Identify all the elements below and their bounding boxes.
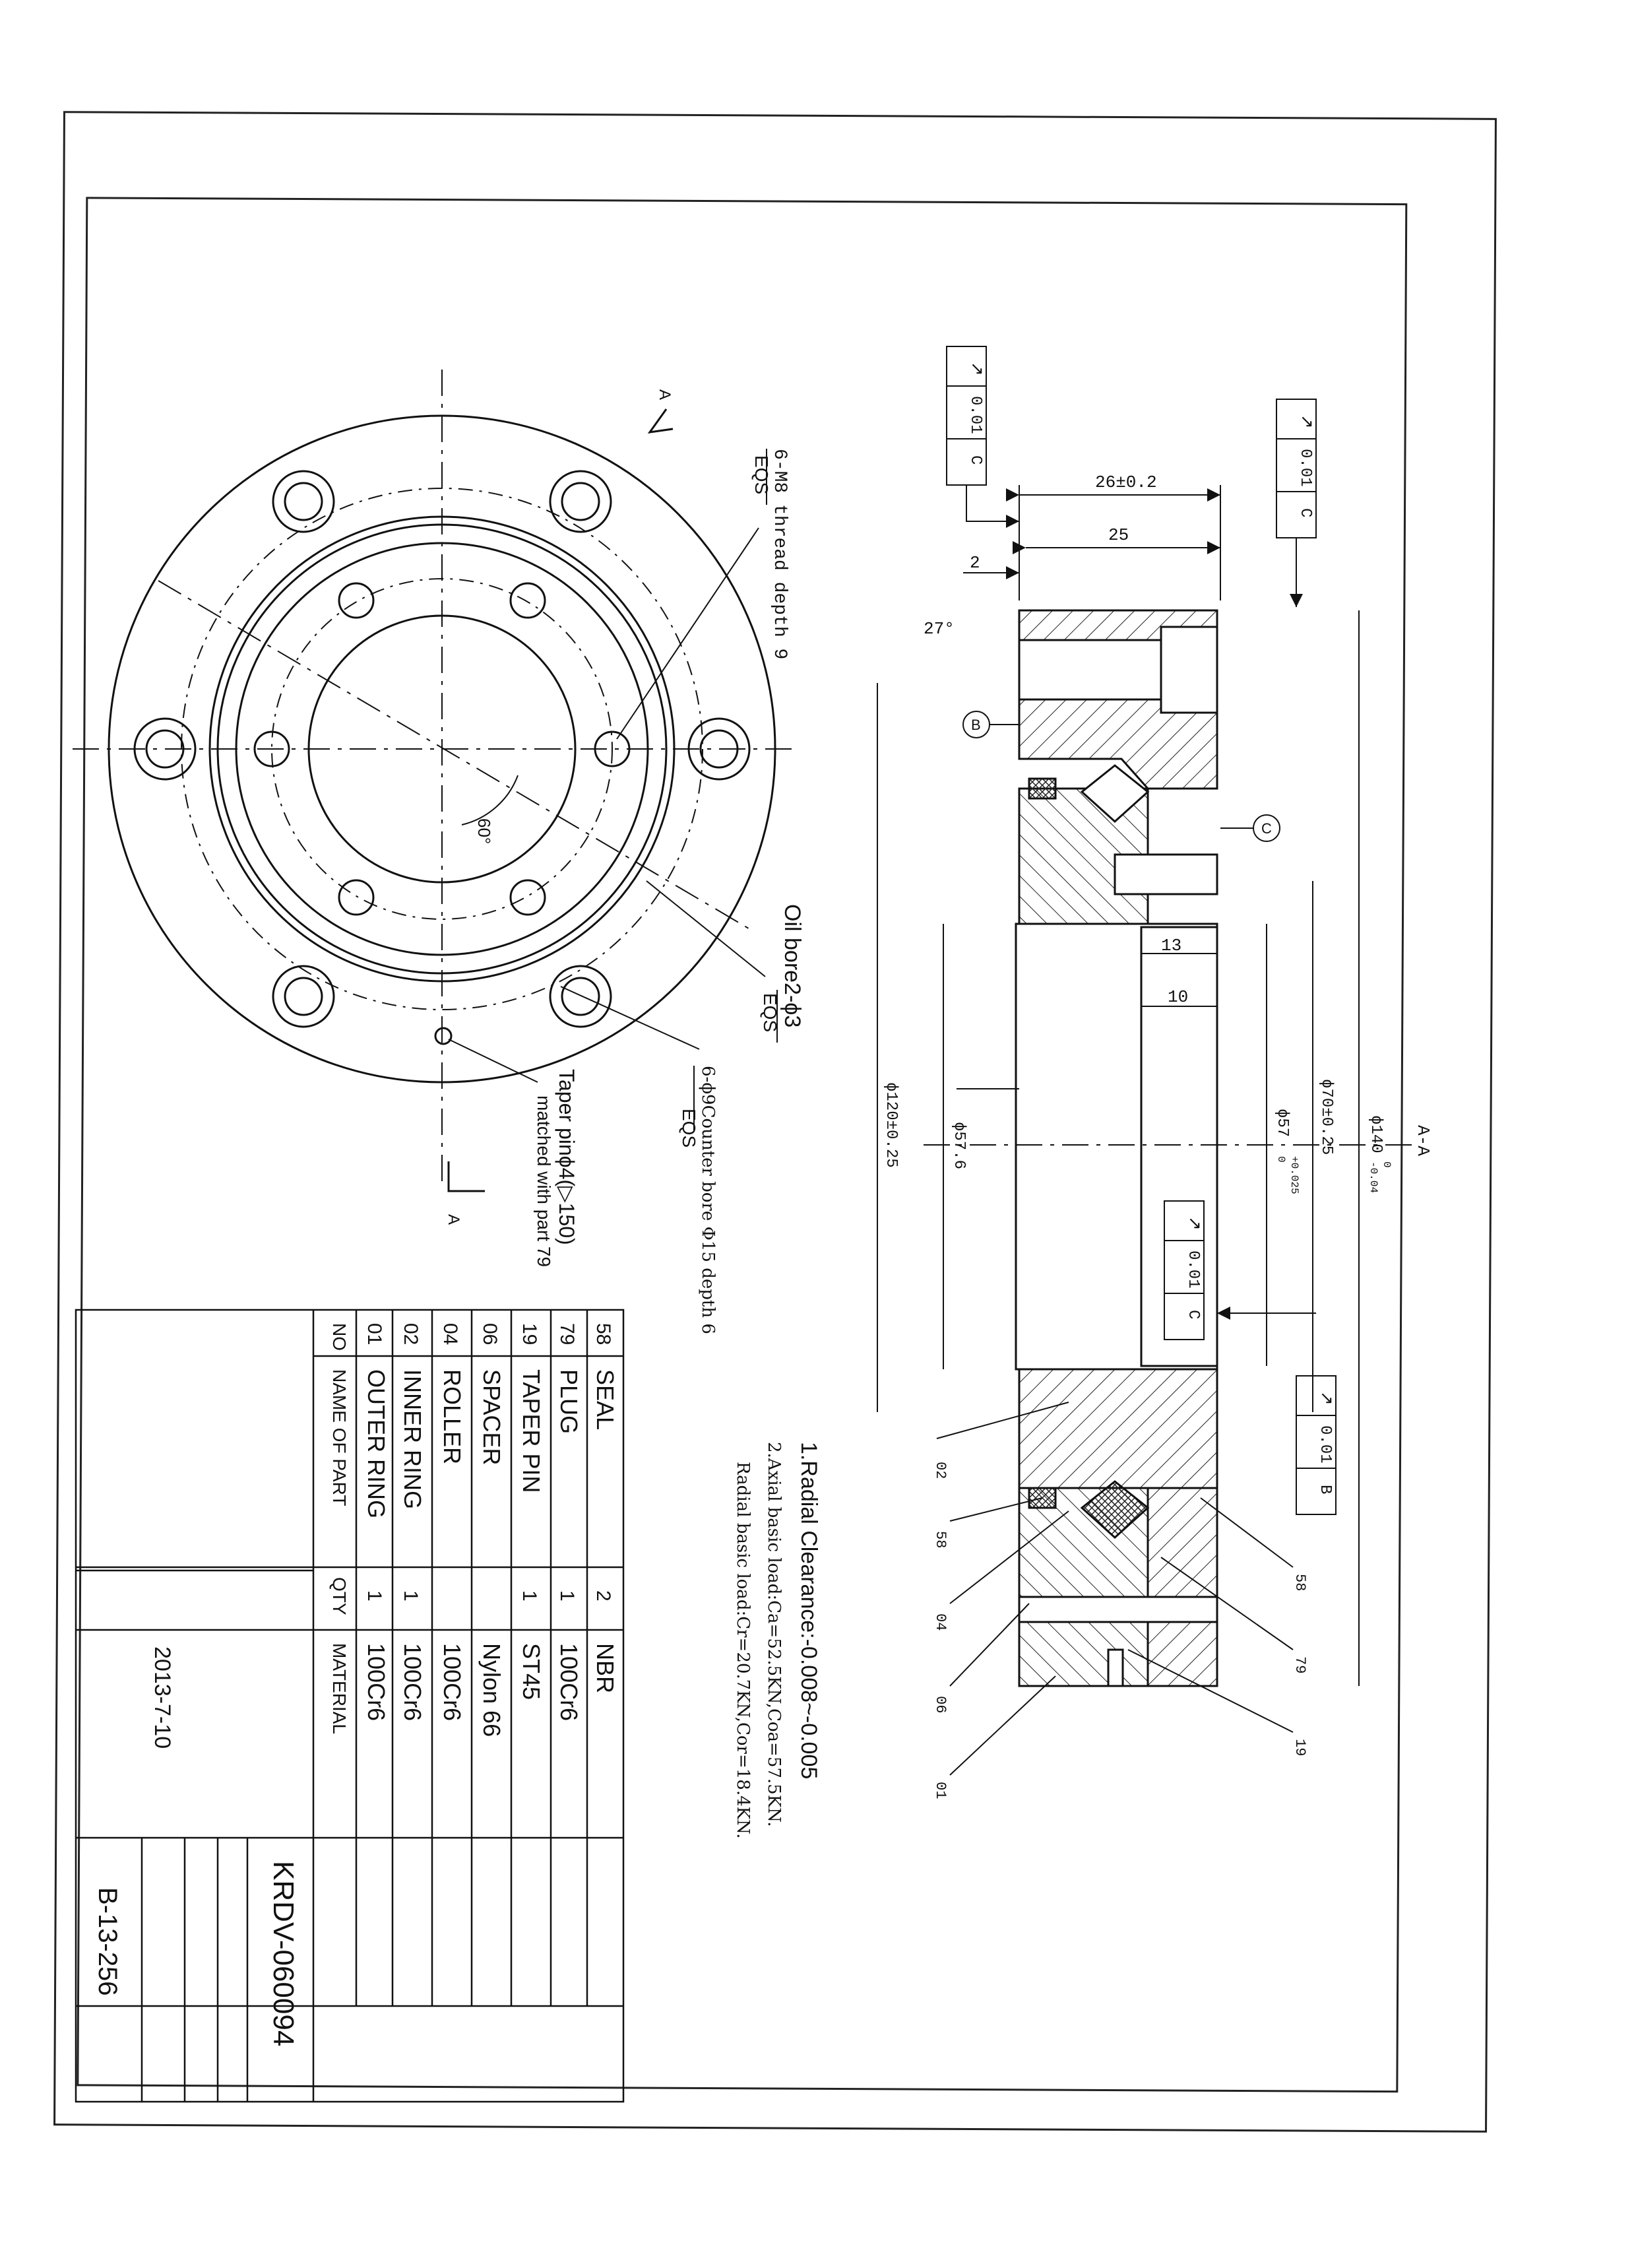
tol4-datum: B — [1316, 1485, 1334, 1495]
tol1-datum: C — [966, 455, 984, 465]
bom-name: TAPER PIN — [518, 1369, 545, 1493]
bom-no: 19 — [519, 1323, 540, 1345]
bom-material: 100Cr6 — [363, 1643, 390, 1722]
dim-dia120: ϕ120±0.25 — [882, 1082, 900, 1168]
bom-name: OUTER RING — [363, 1369, 390, 1519]
tol2-value: 0.01 — [1296, 449, 1314, 487]
balloon-06: 06 — [932, 1696, 949, 1714]
bom-name: SEAL — [592, 1369, 619, 1431]
bom-no: 79 — [556, 1323, 578, 1345]
bom-no: 06 — [479, 1323, 501, 1345]
bom-row — [518, 1323, 545, 1700]
balloon-01: 01 — [932, 1782, 949, 1799]
bom-header-qty: QTY — [329, 1577, 350, 1615]
bom-header-no: NO — [329, 1323, 350, 1351]
section-view — [924, 610, 1418, 1686]
dim-dia57-6: ϕ57.6 — [950, 1122, 968, 1170]
front-view — [73, 370, 792, 1191]
bom-no: 04 — [439, 1323, 461, 1345]
bom-name: INNER RING — [399, 1369, 426, 1510]
bom-row — [439, 1323, 466, 1721]
bom-row — [363, 1323, 390, 1721]
dim-26: 26±0.2 — [1095, 472, 1157, 492]
balloon-19: 19 — [1292, 1739, 1308, 1757]
dim-dia57-tol-upper: +0.025 — [1288, 1156, 1300, 1194]
bom-row — [478, 1323, 505, 1737]
angle-60: 60° — [474, 818, 494, 845]
bom-name: PLUG — [555, 1369, 582, 1435]
dim-dia57: ϕ57 — [1273, 1109, 1291, 1138]
bom-qty: 1 — [400, 1590, 422, 1602]
datum-b: B — [971, 717, 981, 733]
tol4-value: 0.01 — [1316, 1425, 1334, 1464]
tol3-value: 0.01 — [1184, 1250, 1202, 1289]
bom-no: 58 — [592, 1323, 614, 1345]
taper-pin-callout: Taper pinϕ4(▷150) — [555, 1069, 579, 1245]
section-marker-a-bottom: A — [445, 1214, 462, 1225]
tol4-symbol: ↗ — [1317, 1391, 1337, 1406]
bom-row — [555, 1323, 582, 1721]
datum-c: C — [1261, 820, 1272, 837]
balloon-58-right: 58 — [1292, 1574, 1308, 1592]
oil-bore-eqs: EQS — [760, 993, 780, 1033]
dim-27-angle: 27° — [924, 619, 955, 639]
bom-material: 100Cr6 — [555, 1643, 582, 1722]
counterbore-callout: 6-ϕ9Counter bore Φ15 depth 6 — [698, 1066, 718, 1334]
dim-dia140-tol-upper: 0 — [1381, 1161, 1393, 1168]
bom-header — [329, 1323, 350, 1734]
bom-no: 02 — [400, 1323, 422, 1345]
bom-qty: 1 — [519, 1590, 540, 1602]
dim-dia140: ϕ140 — [1367, 1115, 1385, 1153]
note-clearance: 1.Radial Clearance:-0.008~-0.005 — [796, 1442, 821, 1780]
bom-material: ST45 — [518, 1643, 545, 1701]
bom-qty: 1 — [556, 1590, 578, 1602]
tol2-datum: C — [1296, 508, 1314, 518]
bom-header-name: NAME OF PART — [329, 1369, 350, 1507]
tol3-datum: C — [1184, 1310, 1202, 1320]
section-marker-a-top: A — [656, 389, 674, 401]
drawing-title: KRDV-060094 — [267, 1861, 299, 2047]
balloon-02: 02 — [932, 1462, 949, 1479]
thread-eqs: EQS — [751, 455, 772, 495]
balloon-04: 04 — [932, 1613, 949, 1631]
bom-row — [592, 1323, 619, 1693]
tol1-value: 0.01 — [966, 396, 984, 434]
bom-no: 01 — [363, 1323, 385, 1345]
oil-bore-callout: Oil bore2-ϕ3 — [780, 904, 805, 1028]
dim-2: 2 — [970, 553, 980, 573]
dim-10: 10 — [1168, 987, 1189, 1007]
bom-material: NBR — [592, 1643, 619, 1694]
drawing-number: B-13-256 — [93, 1887, 122, 1996]
drawing-date: 2013-7-10 — [150, 1646, 175, 1749]
note-axial-load: 2.Axial basic load:Ca=52.5KN,Coa=57.5KN. — [764, 1442, 784, 1827]
note-radial-load: Radial basic load:Cr=20.7KN,Cor=18.4KN. — [733, 1462, 753, 1839]
bom-qty: 2 — [592, 1590, 614, 1602]
bom-row — [399, 1323, 426, 1721]
bom-material: Nylon 66 — [478, 1643, 505, 1737]
section-label: A-A — [1413, 1125, 1433, 1156]
dim-dia140-tol-lower: -0.04 — [1368, 1161, 1379, 1194]
thread-callout: 6-M8 thread depth 9 — [769, 449, 790, 660]
dim-dia57-tol-lower: 0 — [1275, 1156, 1287, 1163]
balloon-79: 79 — [1292, 1656, 1308, 1674]
counterbore-eqs: EQS — [679, 1109, 699, 1148]
dim-25: 25 — [1108, 525, 1129, 545]
bom-header-material: MATERIAL — [329, 1643, 350, 1734]
tol1-symbol: ↗ — [968, 362, 988, 376]
taper-pin-note: matched with part 79 — [534, 1095, 554, 1267]
dim-dia70: ϕ70±0.25 — [1317, 1079, 1335, 1155]
bom-material: 100Cr6 — [439, 1643, 466, 1722]
bom-material: 100Cr6 — [399, 1643, 426, 1722]
bom-table — [329, 1323, 619, 1737]
bom-name: SPACER — [478, 1369, 505, 1466]
dim-13: 13 — [1161, 936, 1182, 956]
tol3-symbol: ↗ — [1185, 1216, 1205, 1231]
bom-name: ROLLER — [439, 1369, 466, 1465]
tol2-symbol: ↗ — [1298, 414, 1317, 429]
bom-qty: 1 — [363, 1590, 385, 1602]
balloon-58-left: 58 — [932, 1531, 949, 1549]
